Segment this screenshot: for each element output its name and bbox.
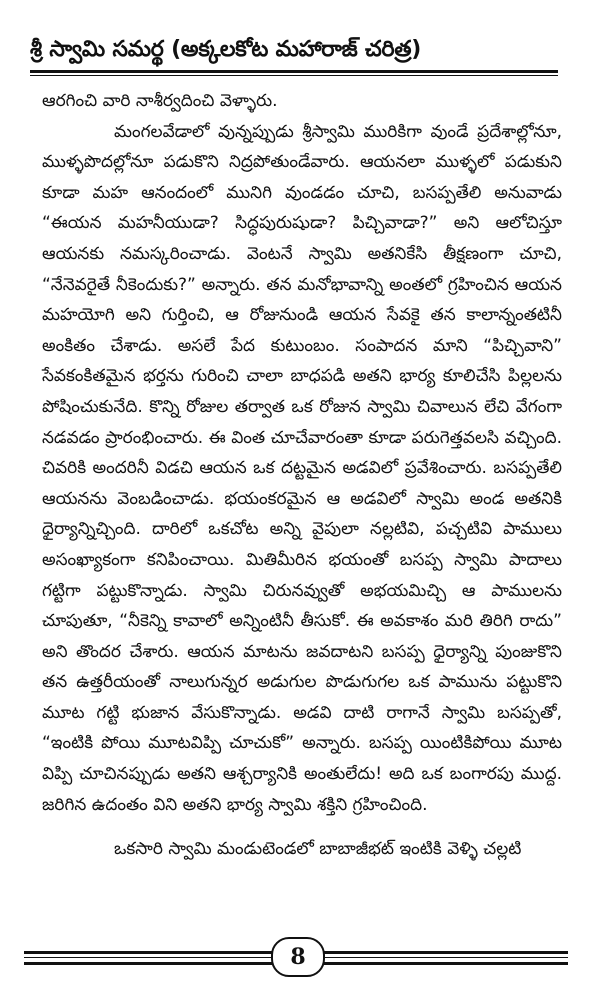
page-number-badge xyxy=(271,937,325,977)
paragraph-continuation: ఆరగించి వారి నాశీర్వదించి వెళ్ళారు. xyxy=(42,91,278,111)
running-header xyxy=(30,36,422,64)
paragraph-next: ఒకసారి స్వామి మండుటెండలో బాబాజీభట్ ఇంటికి వెళ్ళి చల్లటి xyxy=(114,839,522,860)
header-rule-thin xyxy=(30,75,558,76)
paragraph-main: మంగలవేడాలో వున్నప్పుడు శ్రీస్వామి మురికిగా వుండే ప్రదేశాల్లోనూ, ముళ్ళపొదల్లోనూ పడుకొని నిద్రపోతుండేవారు. ఆయనలా ముళ్ళలో పడుకుని కూడా మహ ఆనందంలో మునిగి వుండడం చూచి, బసప్పతేలి అనువాడు “ఈయన మహనీయుడా? సిద్ధపురుషుడా? పిచ్చివాడా?” అని ఆలోచిస్తూ ఆయనకు నమస్కరించాడు. వెంటనే స్వామి అతనికేసి తీక్షణంగా చూచి, “నేనెవరైతే నీకెందుకు?” అన్నారు. తన మనోభావాన్ని అంతలో గ్రహించిన ఆయన మహయోగి అని గుర్తించి, ఆ రోజునుండి ఆయన సేవకై తన కాలాన్నంతటినీ అంకితం చేశాడు. అసలే పేద కుటుంబం. సంపాదన మాని “పిచ్చివాని” సేవకంకితమైన భర్తను గురించి చాలా బాధపడి అతని భార్య కూలిచేసి పిల్లలను పోషించుకునేది. కొన్ని రోజుల తర్వాత ఒక రోజున స్వామి చివాలున లేచి వేగంగా నడవడం ప్రారంభించారు. ఈ వింత చూచేవారంతా కూడా పరుగెత్తవలసి వచ్చింది. చివరికి అందరినీ విడచి ఆయన ఒక దట్టమైన అడవిలో ప్రవేశించారు. బసప్పతేలి ఆయనను వెంబడించాడు. భయంకరమైన ఆ అడవిలో స్వామి అండ అతనికి ధైర్యాన్నిచ్చింది. దారిలో ఒకచోట అన్ని వైపులా నల్లటివి, పచ్చటివి పాములు అసంఖ్యాకంగా కనిపించాయి. మితిమీరిన భయంతో బసప్ప స్వామి పాదాలు గట్టిగా పట్టుకొన్నాడు. స్వామి చిరునవ్వుతో అభయమిచ్చి ఆ పాములను చూపుతూ, “నీకెన్ని కావాలో అన్నింటినీ తీసుకో. ఈ అవకాశం మరి తిరిగి రాదు” అని తొందర చేశారు. ఆయన మాటను జవదాటని బసప్ప ధైర్యాన్ని పుంజుకొని తన ఉత్తరీయంతో నాలుగున్నర అడుగుల పొడుగుగల ఒక పామును పట్టుకొని మూట గట్టి భుజాన వేసుకొన్నాడు. అడవి దాటి రాగానే స్వామి బసప్పతో, “ఇంటికి పోయి మూటవిప్పి చూచుకో” అన్నారు. బసప్ప యింటికిపోయి మూట విప్పి చూచినప్పుడు అతని ఆశ్చర్యానికి అంతులేదు! అది ఒక బంగారపు ముద్ద. జరిగిన ఉదంతం విని అతని భార్య స్వామి శక్తిని గ్రహించింది. xyxy=(42,121,562,815)
page-number: 8 xyxy=(290,944,306,970)
page-footer xyxy=(24,937,568,977)
header-rule xyxy=(30,70,558,73)
book-title: శ్రీ స్వామి సమర్థ (అక్కలకోట మహారాజ్ చరిత్ర) xyxy=(30,37,422,62)
page-body xyxy=(42,86,562,865)
